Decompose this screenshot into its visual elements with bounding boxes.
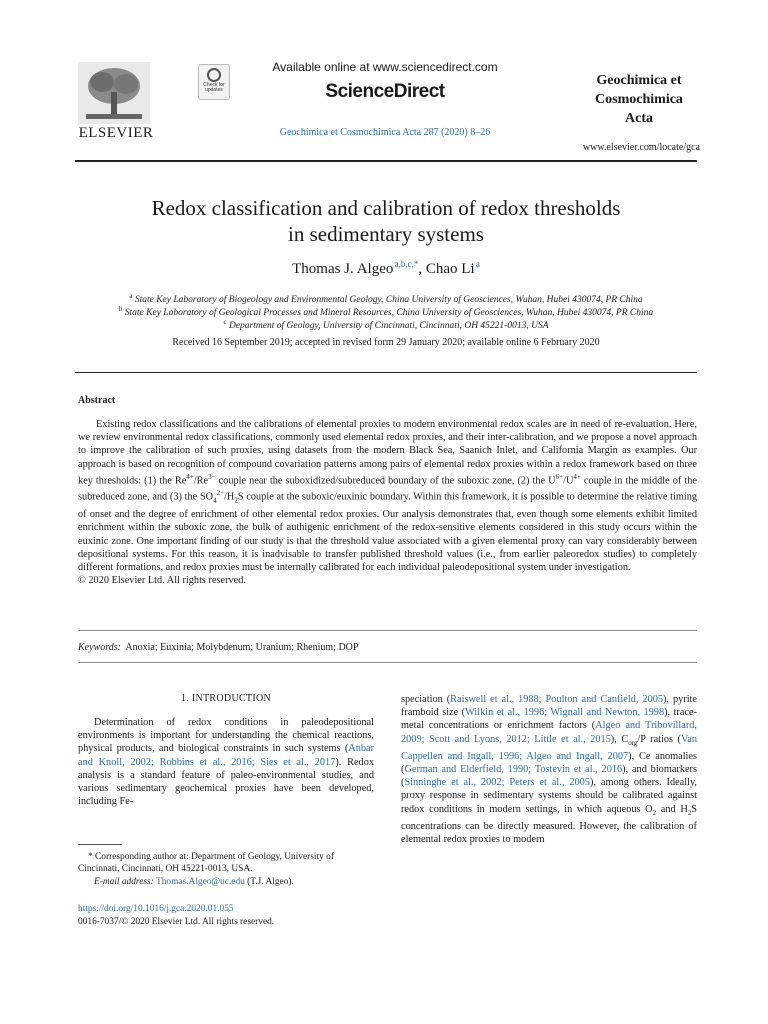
update-icon — [207, 68, 221, 82]
email-suffix: (T.J. Algeo). — [244, 877, 294, 887]
author-affiliation-marks[interactable]: a — [475, 259, 480, 269]
intro-right-column: speciation (Raiswell et al., 1988; Poulton and Canfield, 2005), pyrite framboid size (Wilkin et al., 1996; Wignall and Newton, 1998), trace-metal concentrations or enrichment factors (Algeo and Tribovillard, 2009; Scott and Lyons, 2012; Little et al., 2015), $C_{org}/P$ ratios (Van Cappellen and Ingall, 1996; Algeo and Ingall, 2007), Ce anomalies (German and Elderfield, 1990; Tostevin et al., 2016), and biomarkers (Sinninghe et al., 2002; Peters et al., 2005), among others. Ideally, proxy response in sedimentary systems should be calibrated against redox conditions in modern settings, in which aqueous $O_2$ and $H_2S$ concentrations can be directly measured. However, the calibration of elemental redox proxies to modern — [401, 694, 698, 846]
reference-link[interactable]: Wilkin et al., 1996; Wignall and Newton, 1998 — [465, 707, 665, 719]
reference-link[interactable]: Van Cappellen and Ingall, 1996; Algeo and Ingall, 2007 — [401, 733, 697, 762]
title-line: in sedimentary systems — [288, 222, 484, 246]
journal-citation[interactable]: Geochimica et Cosmochimica Acta 287 (2020) 8–26 — [279, 127, 491, 138]
keywords-label: Keywords: — [78, 642, 121, 653]
doi-link[interactable]: https://doi.org/10.1016/j.gca.2020.01.055 — [78, 904, 234, 914]
author-name[interactable]: Chao Li — [425, 261, 475, 277]
footnote-divider — [78, 844, 122, 845]
title-line: Redox classification and calibration of redox thresholds — [151, 196, 621, 220]
affiliation-c — [75, 318, 697, 331]
affiliation-b — [75, 305, 697, 318]
sciencedirect-logo: ScienceDirect — [325, 81, 445, 102]
reference-link[interactable]: Raiswell et al., 1988; Poulton and Canfield, 2005 — [450, 694, 663, 705]
journal-url[interactable]: www.elsevier.com/locate/gca — [582, 142, 700, 153]
email-label: E-mail address: — [94, 877, 154, 887]
affiliation-text: Department of Geology, University of Cincinnati, Cincinnati, OH 45221-0013, USA — [228, 321, 549, 332]
publisher-name: ELSEVIER — [78, 125, 154, 141]
article-title — [75, 195, 697, 247]
keywords-divider-bottom — [78, 662, 697, 663]
reference-link[interactable]: Anbar and Knoll, 2002; Robbins et al., 2016; Sies et al., 2017 — [78, 743, 374, 768]
affiliation-mark: b — [118, 305, 123, 313]
section-heading-introduction: 1. INTRODUCTION — [180, 693, 272, 704]
affiliation-text: State Key Laboratory of Biogeology and Environmental Geology, China University of Geosciences, Wuhan, Hubei 430074, PR China — [134, 295, 643, 306]
affiliation-mark: a — [129, 292, 133, 300]
email-line — [78, 877, 374, 887]
check-badge-label: Check for updates — [203, 82, 225, 93]
journal-title — [574, 71, 704, 128]
affiliation-text: State Key Laboratory of Geological Processes and Mineral Resources, China University of Geosciences, Wuhan, Hubei 430074, PR China — [124, 308, 654, 319]
reference-link[interactable]: Sinninghe et al., 2002; Peters et al., 2005 — [404, 777, 590, 789]
abstract-text: Existing redox classifications and the calibrations of elemental proxies to modern environmental redox scales are in need of re-evaluation. Here, we review environmental redox classifications, commonly used elemental redox proxies, and their inter-calibration, and we propose a novel approach to improve the calibration of such proxies, using datasets from the modern Black Sea, Saanich Inlet, and California Margin as examples. Our approach is based on recognition of compound covariation patterns among pairs of elemental redox proxies within a redox framework based on three key thresholds: (1) the $Re^{4+}/Re^{3-}$ couple near the suboxidized/subreduced boundary of the suboxic zone, (2) the $U^{6+}/U^{4+}$ couple in the middle of the subreduced zone, and (3) the $SO_4^{2-}/H_2S$ couple at the suboxic/euxinic boundary. Within this framework, it is possible to determine the relative timing of onset and the degree of enrichment of other elemental redox proxies. Our analysis demonstrates that, even though some elements exhibit limited enrichment within the suboxic zone, the bulk of authigenic enrichment of the redox-sensitive elements considered in this study occurs within the euxinic zone. One important finding of our study is that the threshold value associated with a given elemental proxy can vary considerably between depositional systems. For this reason, it is inadvisable to transfer published threshold values (i.e., from earlier paleoredox studies) to completely different formations, and redox proxies must be internally calibrated for each individual paleodepositional system under investigation. © 2020 Elsevier Ltd. All rights reserved. — [78, 419, 698, 587]
affiliation-a — [75, 292, 697, 305]
journal-title-line: Acta — [625, 111, 653, 126]
author-list: Thomas J. Algeo $^{a,b,c,*}$, Chao Li $^a$ — [292, 259, 480, 277]
keywords-text: Anoxia; Euxinia; Molybdenum; Uranium; Rhenium; DOP — [125, 642, 359, 653]
copyright-line: © 2020 Elsevier Ltd. All rights reserved. — [78, 575, 246, 587]
keywords — [78, 642, 697, 653]
elsevier-tree-logo — [78, 62, 150, 124]
email-link[interactable]: Thomas.Algeo@uc.edu — [156, 877, 245, 887]
affiliation-mark: c — [223, 318, 227, 326]
keywords-divider-top — [78, 630, 697, 631]
abstract-heading: Abstract — [78, 395, 116, 406]
article-dates: Received 16 September 2019; accepted in revised form 29 January 2020; available online 6 February 2020 — [172, 337, 600, 348]
author-name[interactable]: Thomas J. Algeo — [292, 261, 394, 277]
check-for-updates-badge[interactable] — [198, 64, 230, 100]
journal-title-line: Geochimica et — [596, 73, 682, 88]
intro-left-column: Determination of redox conditions in paleodepositional environments is important for understanding the chemical reactions, physical products, and biological constraints in such systems (Anbar and Knoll, 2002; Robbins et al., 2016; Sies et al., 2017). Redox analysis is a standard feature of paleo-environmental studies, and various sedimentary geochemical proxies have been developed, including Fe- — [78, 717, 374, 808]
reference-link[interactable]: German and Elderfield, 1990; Tostevin et al., 2016 — [404, 764, 623, 776]
reference-link[interactable]: Algeo and Tribovillard, 2009; Scott and Lyons, 2012; Little et al., 2015 — [401, 720, 697, 745]
author-affiliation-marks[interactable]: a,b,c,* — [394, 259, 419, 269]
corresponding-author-note: * Corresponding author at: Department of Geology, University of Cincinnati, Cincinnati, OH 45221-0013, USA. — [78, 852, 334, 874]
issn-copyright: 0016-7037/© 2020 Elsevier Ltd. All rights reserved. — [78, 917, 275, 927]
header-divider — [75, 160, 697, 162]
title-divider — [75, 372, 697, 373]
journal-title-line: Cosmochimica — [595, 92, 683, 107]
available-online: Available online at www.sciencedirect.com — [272, 60, 498, 74]
